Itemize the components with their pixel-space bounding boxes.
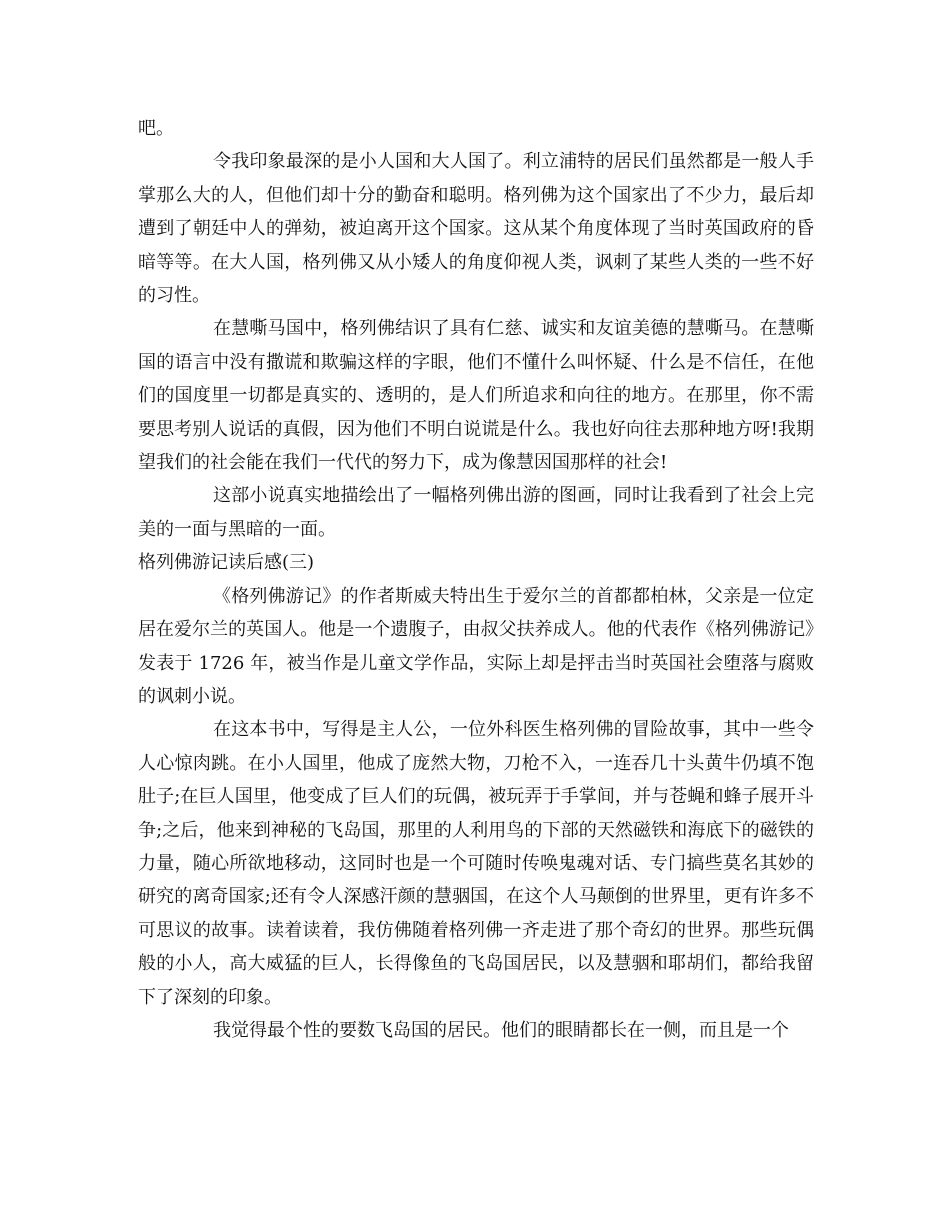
section-heading: 格列佛游记读后感(三) — [138, 552, 315, 574]
paragraph: 在这本书中，写得是主人公，一位外科医生格列佛的冒险故事，其中一些令人心惊肉跳。在小人国里，他成了庞然大物，刀枪不入，一连吞几十头黄牛仍填不饱肚子;在巨人国里，他变成了巨人们的玩偶，被玩弄于手掌间，并与苍蝇和蜂子展开斗争;之后，他来到神秘的飞岛国，那里的人利用鸟的下部的天然磁铁和海底下的磁铁的力量，随心所欲地移动，这同时也是一个可随时传唤鬼魂对话、专门搞些莫名其妙的研究的离奇国家;还有令人深感汗颜的慧骃国，在这个人马颠倒的世界里，更有许多不可思议的故事。读着读着，我仿佛随着格列佛一齐走进了那个奇幻的世界。那些玩偶般的小人，高大威猛的巨人，长得像鱼的飞岛国居民，以及慧骃和耶胡们，都给我留下了深刻的印象。 — [138, 719, 814, 1008]
paragraph: 《格列佛游记》的作者斯威夫特出生于爱尔兰的首都都柏林，父亲是一位定居在爱尔兰的英国人。他是一个遗腹子，由叔父扶养成人。他的代表作《格列佛游记》发表于 1726 年，被当作是儿童文学作品，实际上却是抨击当时英国社会堕落与腐败的讽刺小说。 — [138, 585, 814, 707]
paragraph-continuation: 吧。 — [138, 118, 174, 139]
paragraph: 令我印象最深的是小人国和大人国了。利立浦特的居民们虽然都是一般人手掌那么大的人，但他们却十分的勤奋和聪明。格列佛为这个国家出了不少力，最后却遭到了朝廷中人的弹劾，被迫离开这个国家。这从某个角度体现了当时英国政府的昏暗等等。在大人国，格列佛又从小矮人的角度仰视人类，讽刺了某些人类的一些不好的习性。 — [138, 151, 814, 307]
paragraph: 这部小说真实地描绘出了一幅格列佛出游的图画，同时让我看到了社会上完美的一面与黑暗的一面。 — [138, 485, 814, 540]
paragraph: 我觉得最个性的要数飞岛国的居民。他们的眼睛都长在一侧，而且是一个 — [213, 1019, 789, 1041]
document-body — [138, 112, 814, 1047]
paragraph: 在慧嘶马国中，格列佛结识了具有仁慈、诚实和友谊美德的慧嘶马。在慧嘶国的语言中没有撒谎和欺骗这样的字眼，他们不懂什么叫怀疑、什么是不信任，在他们的国度里一切都是真实的、透明的，是人们所追求和向往的地方。在那里，你不需要思考别人说话的真假，因为他们不明白说谎是什么。我也好向往去那种地方呀!我期望我们的社会能在我们一代代的努力下，成为像慧因国那样的社会! — [138, 318, 814, 474]
